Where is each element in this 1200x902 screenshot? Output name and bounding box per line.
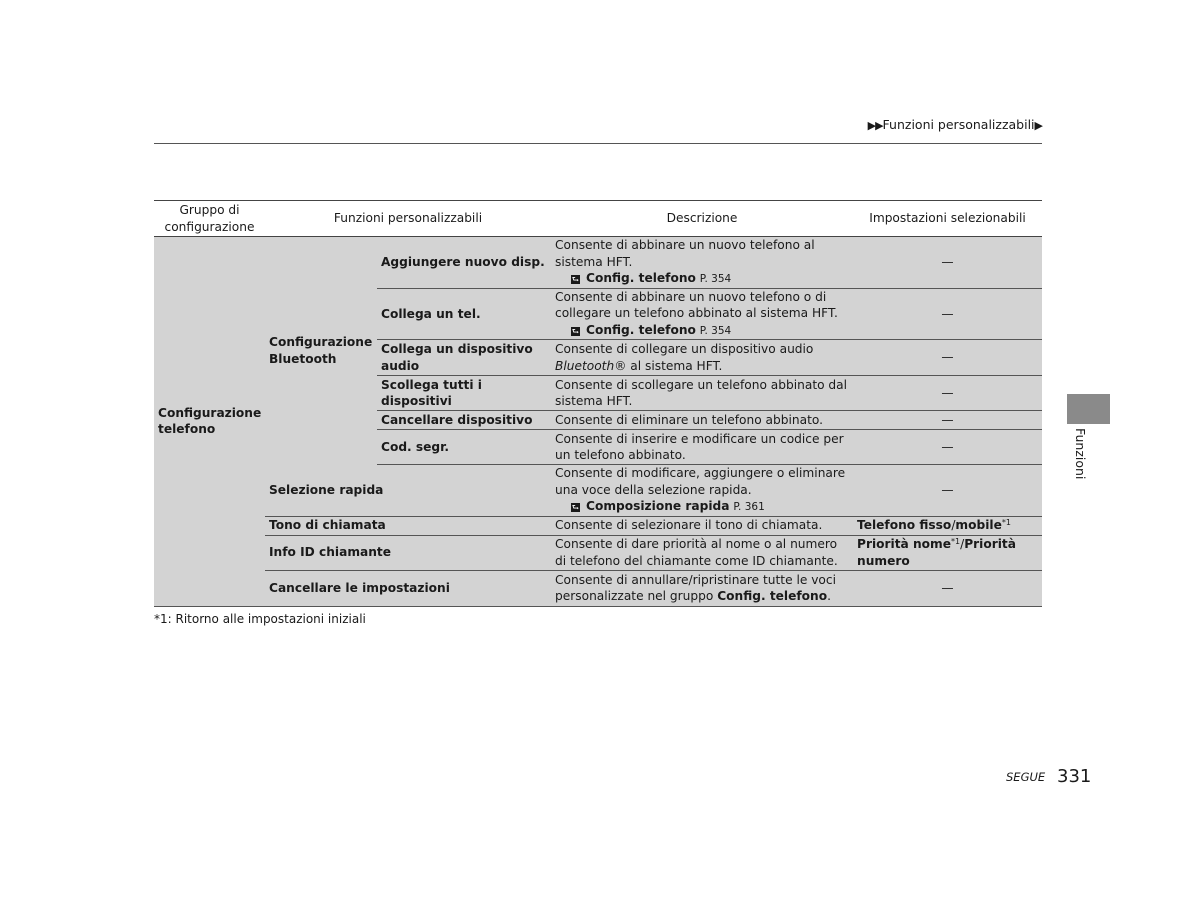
setting-cell (853, 535, 1042, 570)
description-cell: Consente di scollegare un telefono abbinato dal sistema HFT. (551, 376, 853, 411)
setting-option: Priorità nome (857, 537, 952, 551)
function-name: Cod. segr. (377, 430, 551, 465)
setting-cell: — (853, 340, 1042, 376)
footnote-marker: *1 (1001, 518, 1011, 528)
table-row (154, 535, 1042, 570)
function-name: Cancellare le impostazioni (265, 570, 551, 606)
breadcrumb-text[interactable]: Funzioni personalizzabili (882, 117, 1035, 132)
description-cell: Consente di inserire e modificare un codice per un telefono abbinato. (551, 430, 853, 465)
function-name: Collega un tel. (377, 288, 551, 340)
setting-option: Telefono fisso (857, 518, 952, 533)
table-row (154, 570, 1042, 606)
description-text: Consente di collegare un dispositivo audio (555, 342, 814, 356)
setting-separator: / (960, 537, 965, 551)
description-cell (551, 570, 853, 606)
description-cell (551, 288, 853, 340)
function-name: Info ID chiamante (265, 535, 551, 570)
description-cell: Consente di dare priorità al nome o al numero di telefono del chiamante come ID chiamante. (551, 535, 853, 570)
setting-cell: — (853, 288, 1042, 340)
subgroup-cell: Configurazione Bluetooth (265, 237, 377, 465)
group-cell: Configurazione telefono (154, 237, 265, 607)
description-text-end: ® al sistema HFT. (614, 358, 723, 373)
setting-cell: — (853, 570, 1042, 606)
description-text: Consente di abbinare un nuovo telefono o di collegare un telefono abbinato al sistema HFT. (555, 289, 838, 320)
setting-option: mobile (955, 518, 1002, 533)
header-group: Gruppo di configurazione (154, 201, 265, 237)
function-name: Aggiungere nuovo disp. (377, 237, 551, 289)
reference-arrow-icon: ⮑ (571, 503, 580, 512)
description-bold: Config. telefono (717, 589, 828, 603)
function-name: Collega un dispositivo audio (377, 340, 551, 376)
setting-option: Priorità numero (857, 537, 1016, 568)
header-settings: Impostazioni selezionabili (853, 201, 1042, 237)
chapter-tab[interactable] (1067, 394, 1110, 424)
description-text: Consente di abbinare un nuovo telefono al sistema HFT. (555, 238, 815, 269)
reference-arrow-icon: ⮑ (571, 275, 580, 284)
setting-cell: — (853, 376, 1042, 411)
setting-cell: — (853, 465, 1042, 517)
footnote: *1: Ritorno alle impostazioni iniziali (154, 612, 366, 626)
function-name: Tono di chiamata (265, 516, 551, 535)
setting-cell: — (853, 430, 1042, 465)
reference-page: P. 354 (699, 324, 732, 337)
breadcrumb (868, 117, 1042, 132)
chapter-label: Funzioni (1073, 428, 1088, 480)
description-text: Consente di modificare, aggiungere o eliminare una voce della selezione rapida. (555, 466, 846, 497)
page-reference[interactable] (555, 498, 849, 516)
breadcrumb-arrows-icon: ▶▶ (867, 119, 883, 132)
reference-page: P. 361 (733, 501, 765, 513)
reference-label: Config. telefono (586, 322, 696, 337)
breadcrumb-arrow-icon: ▶ (1034, 119, 1042, 132)
setting-cell: — (853, 237, 1042, 289)
description-cell: Consente di selezionare il tono di chiamata. (551, 516, 853, 535)
header-functions: Funzioni personalizzabili (265, 201, 551, 237)
description-cell (551, 465, 853, 517)
reference-label: Config. telefono (586, 271, 696, 285)
description-text-end: . (827, 589, 831, 603)
page-reference[interactable] (555, 270, 849, 288)
function-name: Selezione rapida (265, 465, 551, 517)
description-cell (551, 340, 853, 376)
table-header-row (154, 201, 1042, 237)
reference-label: Composizione rapida (586, 499, 730, 513)
description-cell: Consente di eliminare un telefono abbinato. (551, 411, 853, 430)
table-row (154, 516, 1042, 535)
table-row (154, 237, 1042, 289)
reference-arrow-icon: ⮑ (571, 326, 580, 336)
description-text: Consente di annullare/ripristinare tutte le voci personalizzate nel gruppo (555, 572, 836, 603)
description-italic: Bluetooth (555, 358, 615, 373)
reference-page: P. 354 (699, 273, 732, 285)
setting-cell: — (853, 411, 1042, 430)
footnote-marker: *1 (951, 537, 961, 546)
setting-cell (853, 516, 1042, 535)
continue-label: SEGUE (1006, 770, 1046, 784)
function-name: Scollega tutti i dispositivi (377, 376, 551, 411)
header-rule (154, 143, 1042, 144)
header-description: Descrizione (551, 201, 853, 237)
setting-separator: / (951, 518, 956, 533)
page-reference[interactable] (555, 322, 849, 340)
page-number: 331 (1057, 766, 1092, 787)
description-cell (551, 237, 853, 289)
table-row (154, 465, 1042, 517)
function-name: Cancellare dispositivo (377, 411, 551, 430)
settings-table (154, 200, 1042, 607)
